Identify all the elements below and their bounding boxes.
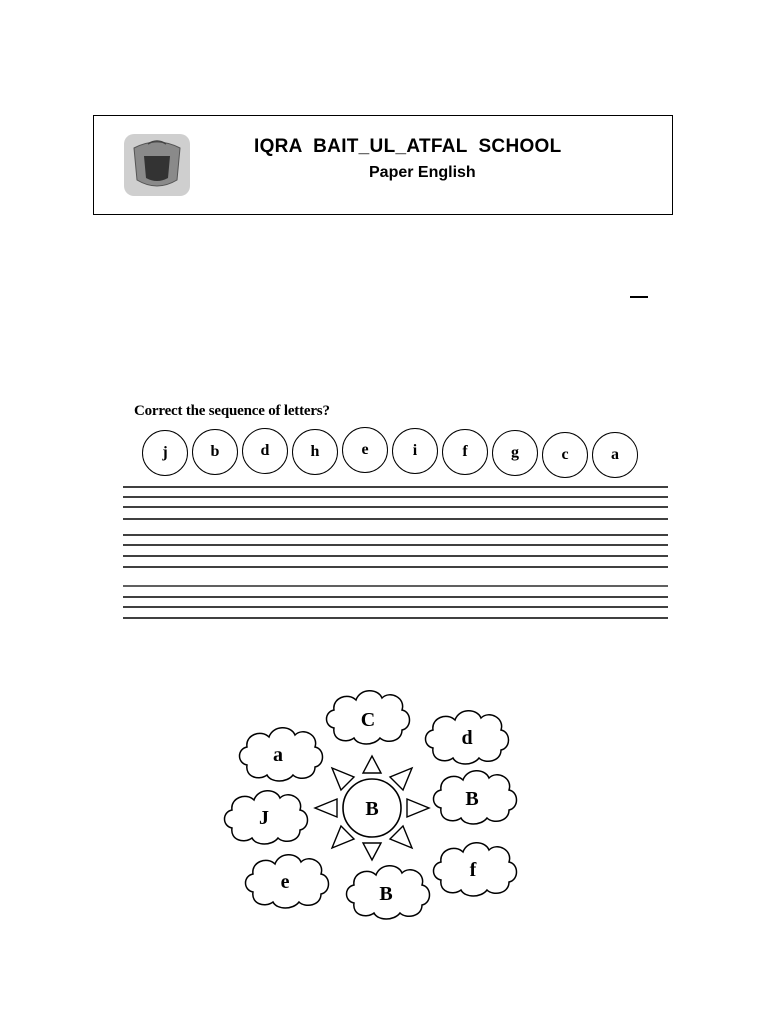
cloud-letter: C [360, 709, 376, 731]
cloud [240, 728, 323, 781]
cloud-letter: a [273, 744, 283, 766]
cloud-letter: e [280, 871, 290, 893]
cloud [327, 691, 410, 744]
letter-bubble: g [492, 430, 538, 476]
cloud [434, 843, 517, 896]
sun-letter: B [365, 798, 379, 820]
cloud [347, 866, 430, 919]
letter-bubble: c [542, 432, 588, 478]
cloud-letter: B [465, 788, 479, 810]
sun-ray [363, 756, 381, 773]
paper-title: Paper English [369, 164, 476, 181]
letter-bubble: i [392, 428, 438, 474]
letter-bubble: h [292, 429, 338, 475]
letter-bubble: d [242, 428, 288, 474]
sun-ray [315, 799, 337, 817]
sun-ray [390, 826, 412, 848]
sequence-instruction: Correct the sequence of letters? [134, 403, 330, 419]
cloud-letter: J [259, 807, 269, 829]
cloud [225, 791, 308, 844]
sun-ray [332, 768, 354, 790]
letter-bubble: f [442, 429, 488, 475]
sun-ray [363, 843, 381, 860]
letter-bubble: e [342, 427, 388, 473]
cloud-letter: f [469, 859, 477, 881]
school-name: IQRA BAIT_UL_ATFAL SCHOOL [254, 136, 562, 157]
sun-icon [315, 756, 429, 860]
cloud [426, 711, 509, 764]
letter-bubble: j [142, 430, 188, 476]
cloud-letter: B [379, 883, 393, 905]
letter-bubble: b [192, 429, 238, 475]
sun-ray [407, 799, 429, 817]
cloud [434, 771, 517, 824]
cloud [246, 855, 329, 908]
sun-ray [332, 826, 354, 848]
cloud-letter: d [461, 727, 473, 749]
sun-ray [390, 768, 412, 790]
letter-bubble: a [592, 432, 638, 478]
